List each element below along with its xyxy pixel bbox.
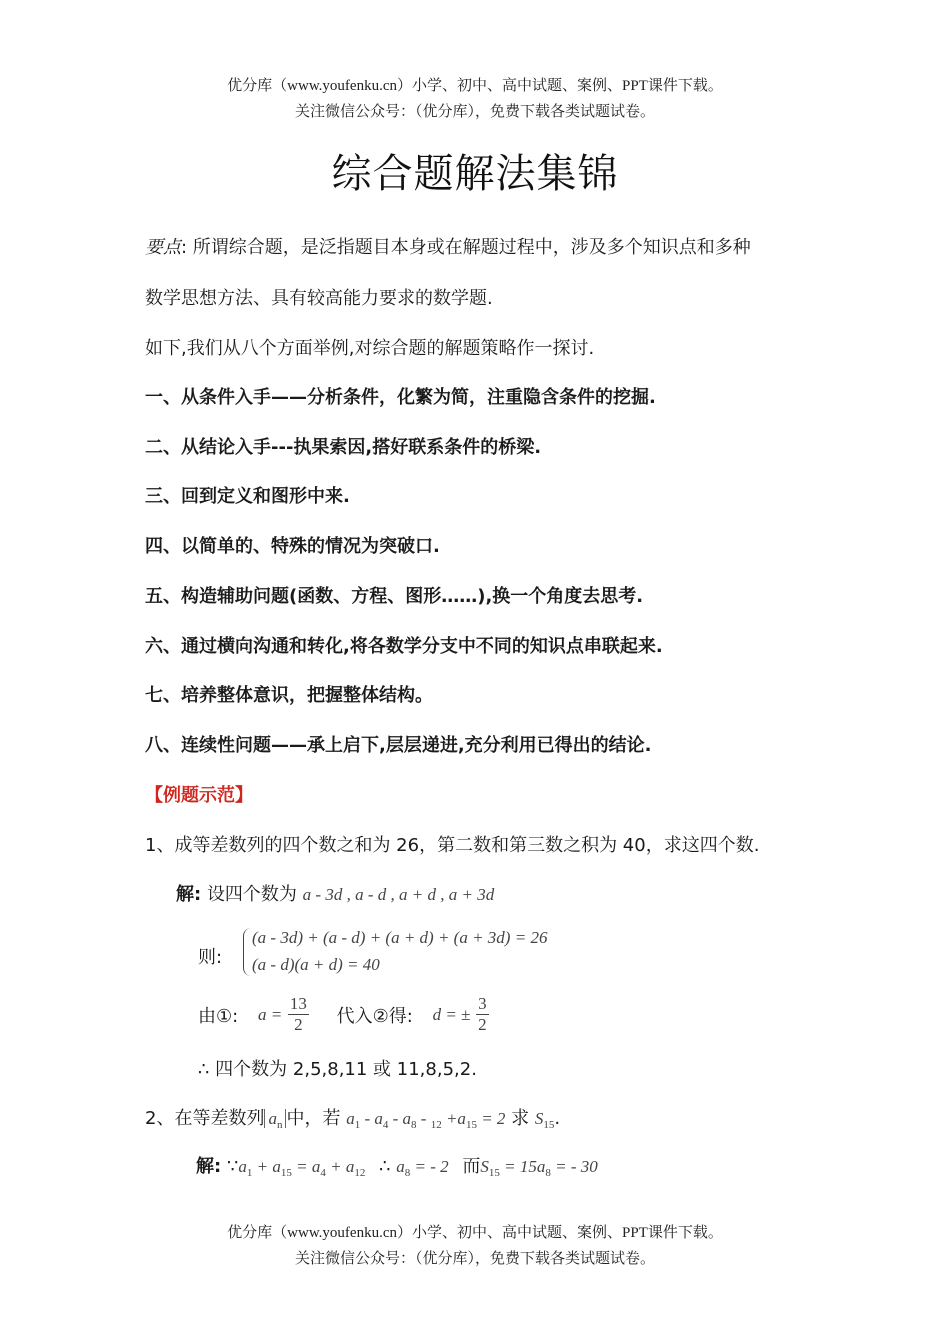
equation-1: (a - 3d) + (a - d) + (a + d) + (a + 3d) = 26 [252,928,548,947]
substitution-line [198,994,489,1035]
strategy-item: 五、构造辅助问题(函数、方程、图形……),换一个角度去思考. [145,586,644,607]
strategy-item: 一、从条件入手——分析条件，化繁为简，注重隐含条件的挖掘. [145,387,656,408]
q2-prefix: 2、在等差数列 [145,1108,265,1129]
system-brace [243,928,252,976]
a8-value: = - 2 [414,1157,449,1176]
s15-value: = 15 [504,1157,537,1176]
q2-end: . [554,1108,561,1129]
s15-tail: = - 30 [555,1157,598,1176]
intro-label: 要点 [145,237,181,258]
example-1-solution-line [176,880,494,906]
example-2-question [145,1104,560,1131]
q2-mid: 中，若 [286,1108,341,1129]
solution-text: 设四个数为 [206,884,297,905]
page-header-line-2: 关注微信公众号：（优分库），免费下载各类试题试卷。 [294,104,655,120]
and-text: 而 [462,1156,481,1177]
strategy-item: 七、培养整体意识，把握整体结构。 [145,685,433,706]
document-title: 综合题解法集锦 [331,151,619,197]
a-fraction [288,994,309,1035]
d-lhs: d = ± [432,1004,471,1024]
strategy-item: 二、从结论入手---执果索因,搭好联系条件的桥梁. [145,437,542,458]
substitute-label: 代入②得: [336,1005,413,1027]
page-header-line-1: 优分库（www.youfenku.cn）小学、初中、高中试题、案例、PPT课件下载。 [227,78,723,94]
intro-text-1: : 所谓综合题，是泛指题目本身或在解题过程中，涉及多个知识点和多种 [181,237,751,258]
from-eq1-label: 由①: [198,1005,239,1027]
equation-2: (a - d)(a + d) = 40 [252,955,380,974]
example-1-question: 1、成等差数列的四个数之和为 26，第二数和第三数之积为 40，求这四个数. [145,835,760,856]
strategy-item: 三、回到定义和图形中来. [145,486,350,507]
because-symbol: ∵ [226,1156,239,1177]
examples-heading: 【例题示范】 [145,785,253,806]
example-2-solution [196,1152,598,1179]
d-numerator: 3 [478,994,487,1013]
strategy-item: 八、连续性问题——承上启下,层层递进,充分利用已得出的结论. [145,735,652,756]
s15-symbol: $S_{15}$ [534,1109,555,1131]
page-footer-line-1: 优分库（www.youfenku.cn）小学、初中、高中试题、案例、PPT课件下载。 [227,1225,723,1241]
condition-tail: = 2 [481,1109,506,1128]
a-lhs: a = [257,1004,283,1024]
then-label: 则: [198,947,223,968]
d-denominator: 2 [478,1015,487,1034]
intro-paragraph [145,233,751,259]
s15-result: $S_{15} = 15a_8$ = - 30 [480,1157,598,1179]
example-1-conclusion: ∴ 四个数为 2,5,8,11 或 11,8,5,2. [198,1059,477,1080]
d-fraction [476,994,489,1035]
solution-label: 解: [196,1156,222,1177]
solution-label: 解: [176,884,202,905]
condition-expression: $a_1 - a_4 - a_8 - _{12} +a_{15} = 2$ [346,1109,506,1131]
strategy-item: 六、通过横向沟通和转化,将各数学分支中不同的知识点串联起来. [145,636,663,657]
therefore-symbol: ∴ [379,1156,391,1177]
a8-result: $a_8$ = - 2 [396,1157,449,1179]
a-denominator: 2 [294,1015,303,1034]
a-numerator: 13 [289,994,307,1013]
q2-ask: 求 [511,1108,530,1129]
intro-text-3: 如下,我们从八个方面举例,对综合题的解题策略作一探讨. [145,338,595,359]
sequence-notation: $a_n$ [264,1109,286,1128]
page-footer-line-2: 关注微信公众号：（优分库），免费下载各类试题试卷。 [294,1251,655,1267]
four-numbers-expression: a - 3d , a - d , a + d , a + 3d [302,885,495,904]
strategy-item: 四、以简单的、特殊的情况为突破口. [145,536,440,557]
intro-text-2: 数学思想方法、具有较高能力要求的数学题. [145,288,493,309]
sum-equality: $a_1 + a_{15} = a_4 + a_{12}$ [238,1157,366,1179]
